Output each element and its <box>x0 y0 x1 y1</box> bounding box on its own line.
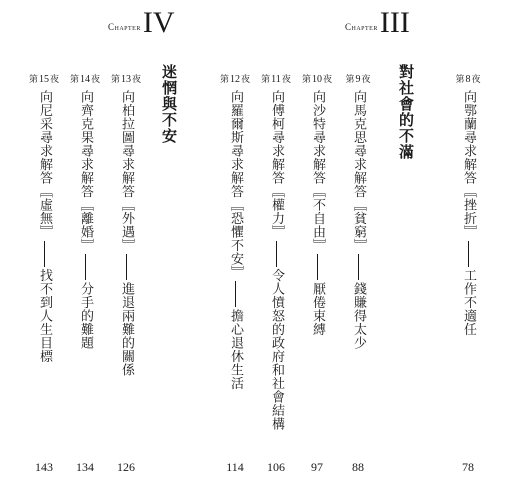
page-number: 143 <box>35 460 53 474</box>
entry-title-line <box>227 90 243 390</box>
toc-entry-night-10[interactable] <box>302 64 332 500</box>
entry-topic: 不自由 <box>310 198 325 239</box>
chapter-word: Chapter <box>108 22 141 32</box>
entry-subtitle: 擔心退休生活 <box>228 309 243 390</box>
close-bracket: 〛 <box>228 265 243 279</box>
entry-title-line <box>268 90 284 431</box>
open-bracket: 〚 <box>228 198 243 212</box>
entry-subtitle: 厭倦束縛 <box>310 282 325 336</box>
night-number: 14 <box>80 74 90 85</box>
entry-title: 向傅柯尋求解答 <box>269 90 284 185</box>
chapter-word: Chapter <box>345 22 378 32</box>
page-number: 134 <box>76 460 94 474</box>
page-number: 78 <box>462 460 474 474</box>
entry-subtitle: 工作不適任 <box>461 268 476 336</box>
dash-rule <box>44 241 45 267</box>
toc-entry-night-11[interactable] <box>261 64 291 500</box>
entry-topic: 虛無 <box>37 198 52 225</box>
toc-entry-night-8[interactable] <box>453 64 483 500</box>
night-label: 第11夜 <box>261 74 291 85</box>
page-number: 114 <box>226 460 244 474</box>
chapter-iv-heading <box>108 8 175 38</box>
dash-rule <box>276 241 277 267</box>
entry-topic: 離婚 <box>78 211 93 239</box>
night-number: 10 <box>312 74 322 85</box>
chapter-numeral: III <box>379 6 410 39</box>
night-label: 第14夜 <box>69 74 101 85</box>
night-number: 11 <box>271 74 281 85</box>
toc-entry-night-14[interactable] <box>70 64 100 500</box>
entry-subtitle: 令人憤怒的政府和社會結構 <box>269 268 284 431</box>
close-bracket: 〛 <box>119 238 134 252</box>
page-number: 106 <box>267 460 285 474</box>
entry-title: 向柏拉圖尋求解答 <box>119 90 134 198</box>
entry-subtitle: 分手的難題 <box>78 282 93 350</box>
dash-rule <box>317 254 318 280</box>
night-number: 15 <box>39 74 49 85</box>
entry-title: 向鄂蘭尋求解答 <box>461 90 476 185</box>
open-bracket: 〚 <box>37 184 52 198</box>
section-title-chapter-iii: 對社會的不滿 <box>397 64 415 160</box>
entry-title-line <box>350 90 366 350</box>
entry-subtitle: 進退兩難的關係 <box>119 282 134 377</box>
dash-rule <box>126 254 127 280</box>
entry-subtitle: 錢賺得太少 <box>351 282 366 350</box>
entry-title: 向馬克思尋求解答 <box>351 90 366 198</box>
night-number: 13 <box>121 74 131 85</box>
night-label: 第9夜 <box>345 74 371 85</box>
dash-rule <box>358 254 359 280</box>
entry-title: 向沙特尋求解答 <box>310 90 325 185</box>
entry-title-line <box>460 90 476 336</box>
night-number: 9 <box>355 74 361 85</box>
entry-topic: 恐懼不安 <box>228 211 243 266</box>
night-number: 8 <box>465 74 471 85</box>
night-label: 第13夜 <box>110 74 142 85</box>
chapter-iii-heading <box>345 8 410 38</box>
entry-topic: 挫折 <box>461 198 476 225</box>
open-bracket: 〚 <box>269 184 284 198</box>
toc-entry-night-12[interactable] <box>220 64 250 500</box>
entry-title: 向尼采尋求解答 <box>37 90 52 185</box>
section-title-chapter-iv: 迷惘與不安 <box>160 64 178 144</box>
close-bracket: 〛 <box>310 238 325 252</box>
page-number: 126 <box>117 460 135 474</box>
close-bracket: 〛 <box>351 238 366 252</box>
toc-entry-night-15[interactable] <box>29 64 59 500</box>
entry-topic: 貧窮 <box>351 211 366 239</box>
entry-topic: 權力 <box>269 198 284 225</box>
close-bracket: 〛 <box>78 238 93 252</box>
page-number: 97 <box>311 460 323 474</box>
close-bracket: 〛 <box>37 225 52 239</box>
close-bracket: 〛 <box>269 225 284 239</box>
entry-topic: 外遇 <box>119 211 134 239</box>
page-number: 88 <box>352 460 364 474</box>
open-bracket: 〚 <box>119 198 134 212</box>
open-bracket: 〚 <box>310 184 325 198</box>
entry-title-line <box>309 90 325 336</box>
dash-rule <box>468 241 469 267</box>
open-bracket: 〚 <box>351 198 366 212</box>
entry-title: 向齊克果尋求解答 <box>78 90 93 198</box>
toc-entry-night-13[interactable] <box>111 64 141 500</box>
night-label: 第12夜 <box>219 74 251 85</box>
open-bracket: 〚 <box>78 198 93 212</box>
dash-rule <box>235 281 236 307</box>
chapter-numeral: IV <box>142 6 175 39</box>
night-label: 第8夜 <box>455 74 481 85</box>
dash-rule <box>85 254 86 280</box>
night-label: 第15夜 <box>28 74 60 85</box>
entry-title-line <box>36 90 52 363</box>
night-label: 第10夜 <box>301 74 333 85</box>
entry-subtitle: 找不到人生目標 <box>37 268 52 363</box>
toc-entry-night-9[interactable] <box>343 64 373 500</box>
entry-title-line <box>118 90 134 377</box>
entry-title: 向羅爾斯尋求解答 <box>228 90 243 198</box>
night-number: 12 <box>230 74 240 85</box>
close-bracket: 〛 <box>461 225 476 239</box>
entry-title-line <box>77 90 93 350</box>
open-bracket: 〚 <box>461 184 476 198</box>
